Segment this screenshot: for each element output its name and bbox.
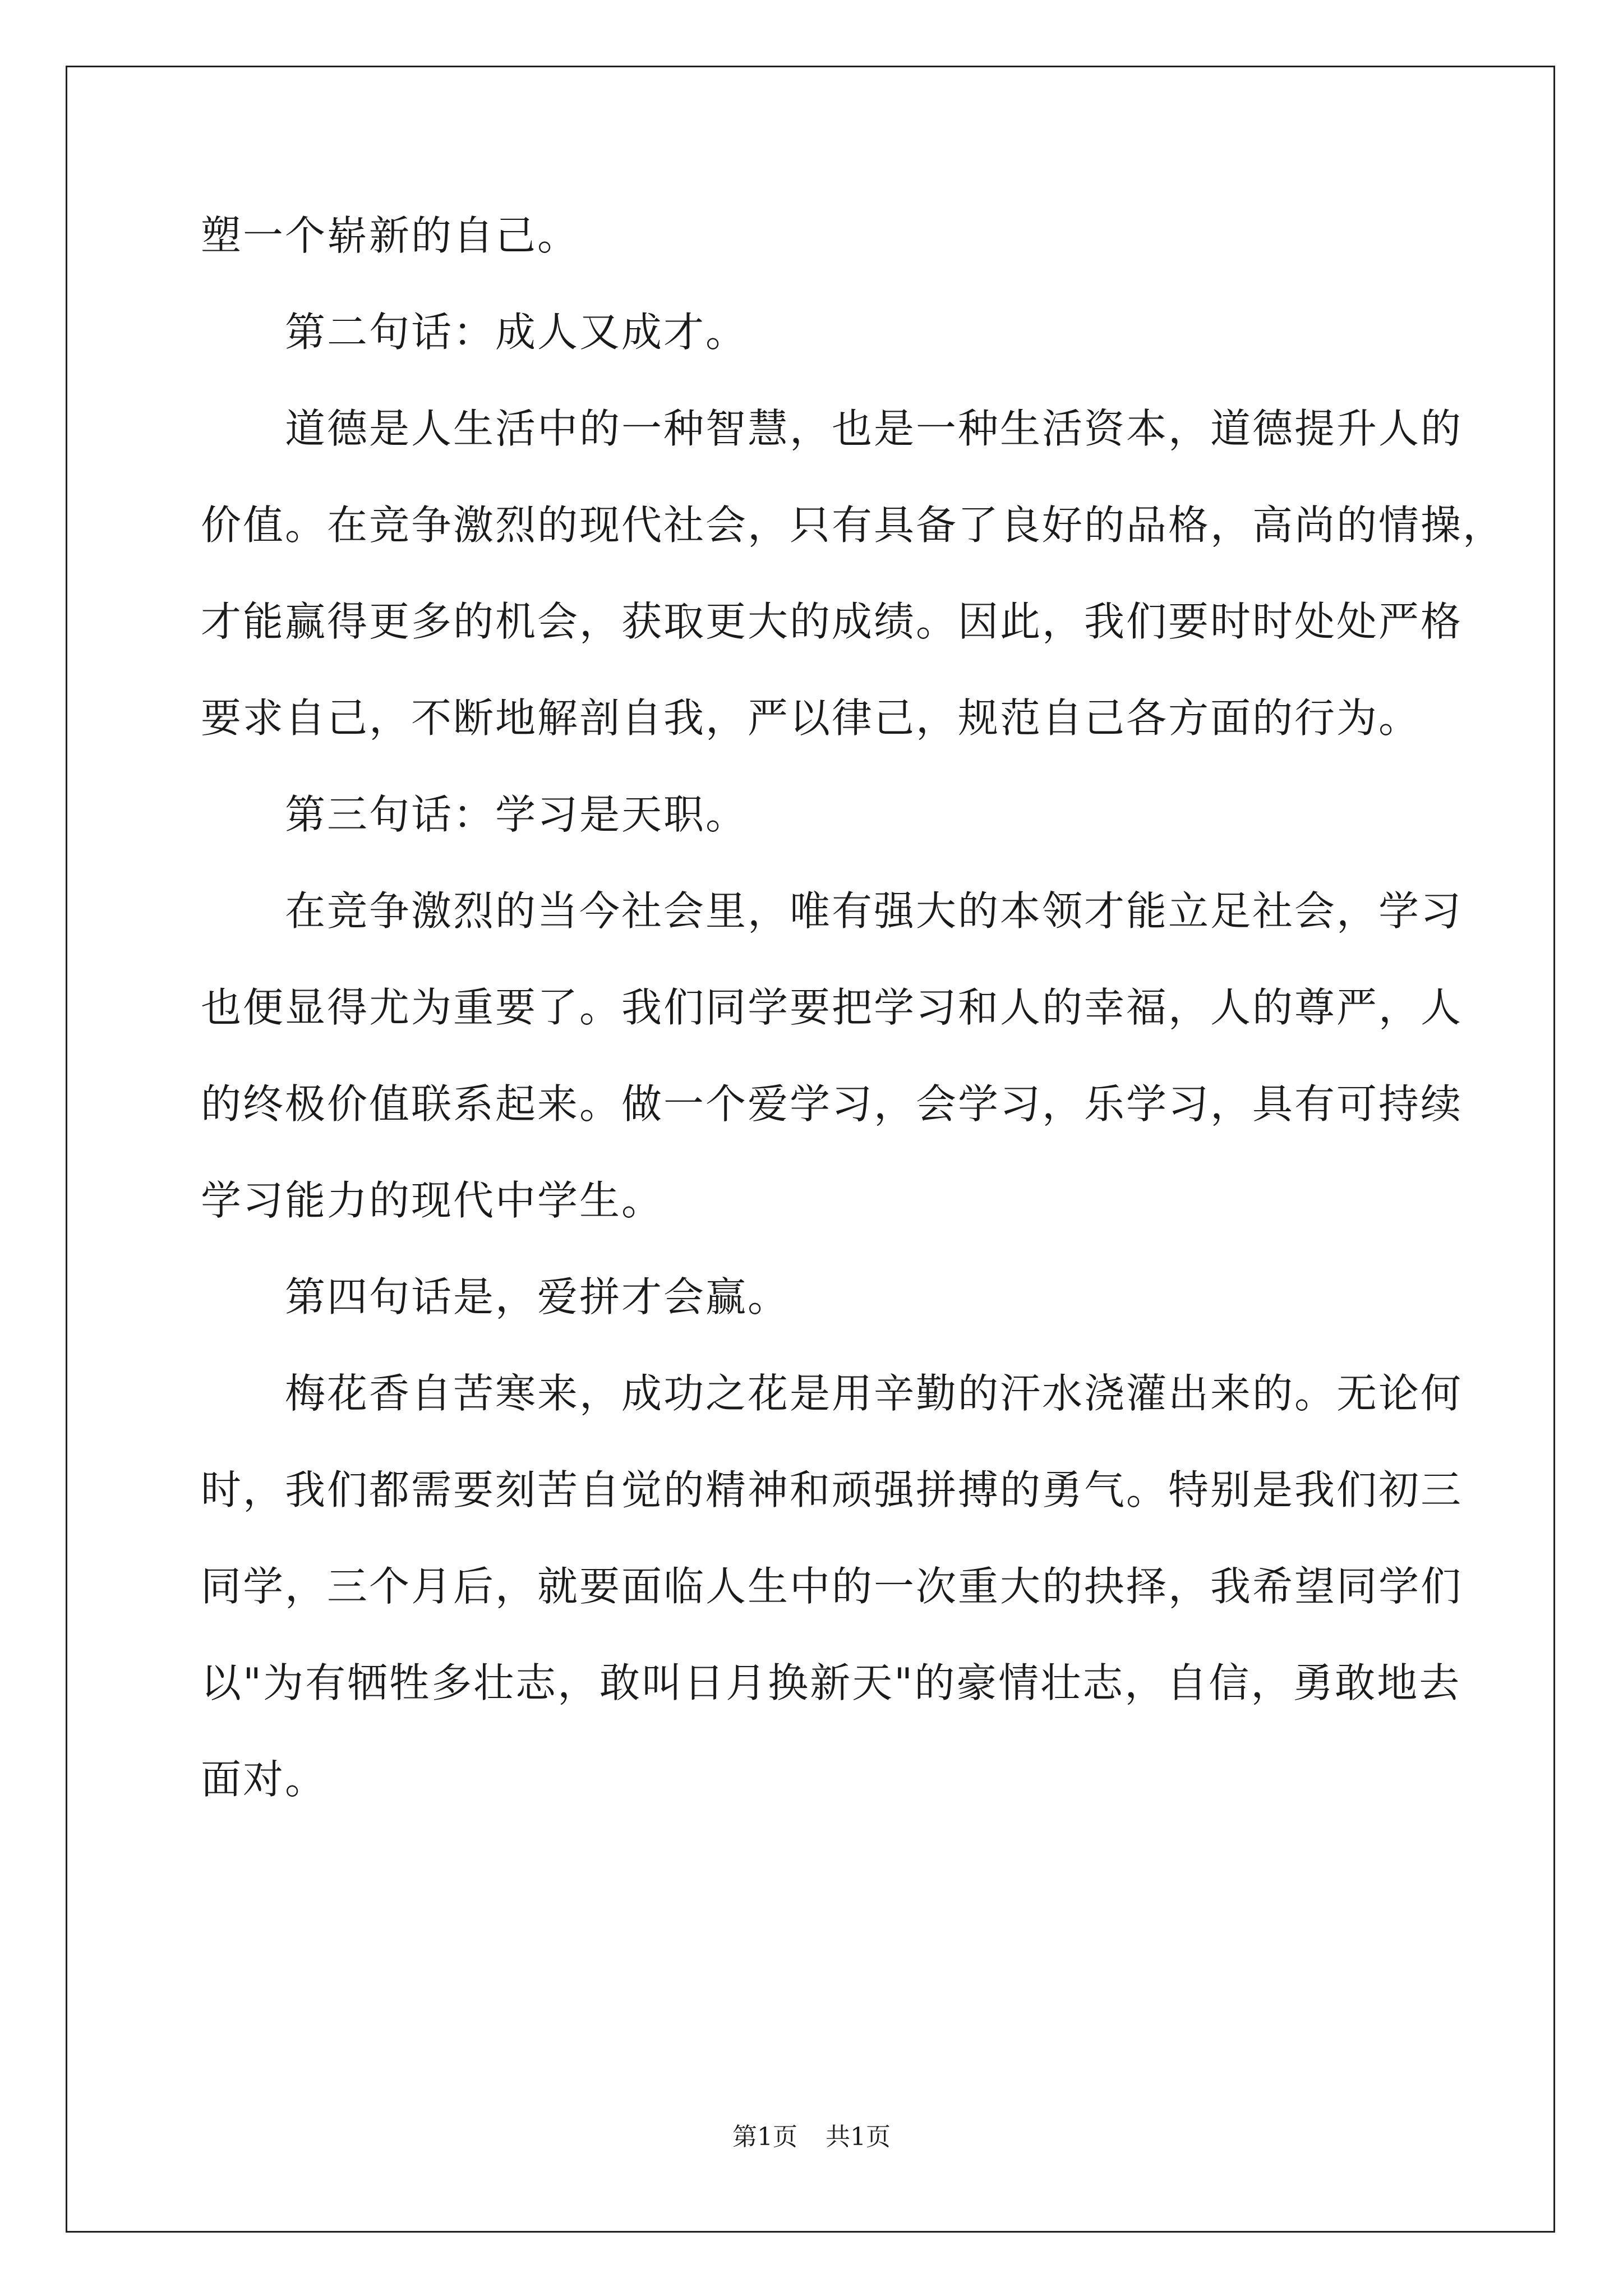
text-line: 要求自己，不断地解剖自我，严以律己，规范自己各方面的行为。 bbox=[201, 694, 1421, 742]
page-border bbox=[66, 66, 1555, 2233]
page-number-total: 共1页 bbox=[826, 2123, 891, 2151]
text-line: 塑一个崭新的自己。 bbox=[201, 212, 580, 259]
text-line: 在竞争激烈的当今社会里，唯有强大的本领才能立足社会，学习 bbox=[285, 887, 1463, 935]
text-line: 的终极价值联系起来。做一个爱学习，会学习，乐学习，具有可持续 bbox=[201, 1080, 1463, 1128]
text-line: 同学，三个月后，就要面临人生中的一次重大的抉择，我希望同学们 bbox=[201, 1563, 1463, 1610]
text-line: 才能赢得更多的机会，获取更大的成绩。因此，我们要时时处处严格 bbox=[201, 598, 1463, 645]
text-line: 道德是人生活中的一种智慧，也是一种生活资本，道德提升人的 bbox=[285, 405, 1463, 452]
page-footer bbox=[0, 2122, 1623, 2153]
text-line: 时，我们都需要刻苦自觉的精神和顽强拼搏的勇气。特别是我们初三 bbox=[201, 1466, 1463, 1513]
text-line: 价值。在竞争激烈的现代社会，只有具备了良好的品格，高尚的情操， bbox=[201, 501, 1505, 549]
page-number-current: 第1页 bbox=[732, 2123, 797, 2151]
text-line: 学习能力的现代中学生。 bbox=[201, 1177, 664, 1224]
heading-line: 第四句话是，爱拼才会赢。 bbox=[285, 1273, 790, 1320]
text-line: 面对。 bbox=[201, 1756, 328, 1803]
heading-line: 第二句话：成人又成才。 bbox=[285, 309, 748, 356]
text-line: 也便显得尤为重要了。我们同学要把学习和人的幸福，人的尊严，人 bbox=[201, 984, 1463, 1031]
heading-line: 第三句话：学习是天职。 bbox=[285, 791, 748, 838]
text-line: 梅花香自苦寒来，成功之花是用辛勤的汗水浇灌出来的。无论何 bbox=[285, 1370, 1463, 1417]
text-line: 以"为有牺牲多壮志，敢叫日月换新天"的豪情壮志，自信，勇敢地去 bbox=[201, 1659, 1461, 1706]
